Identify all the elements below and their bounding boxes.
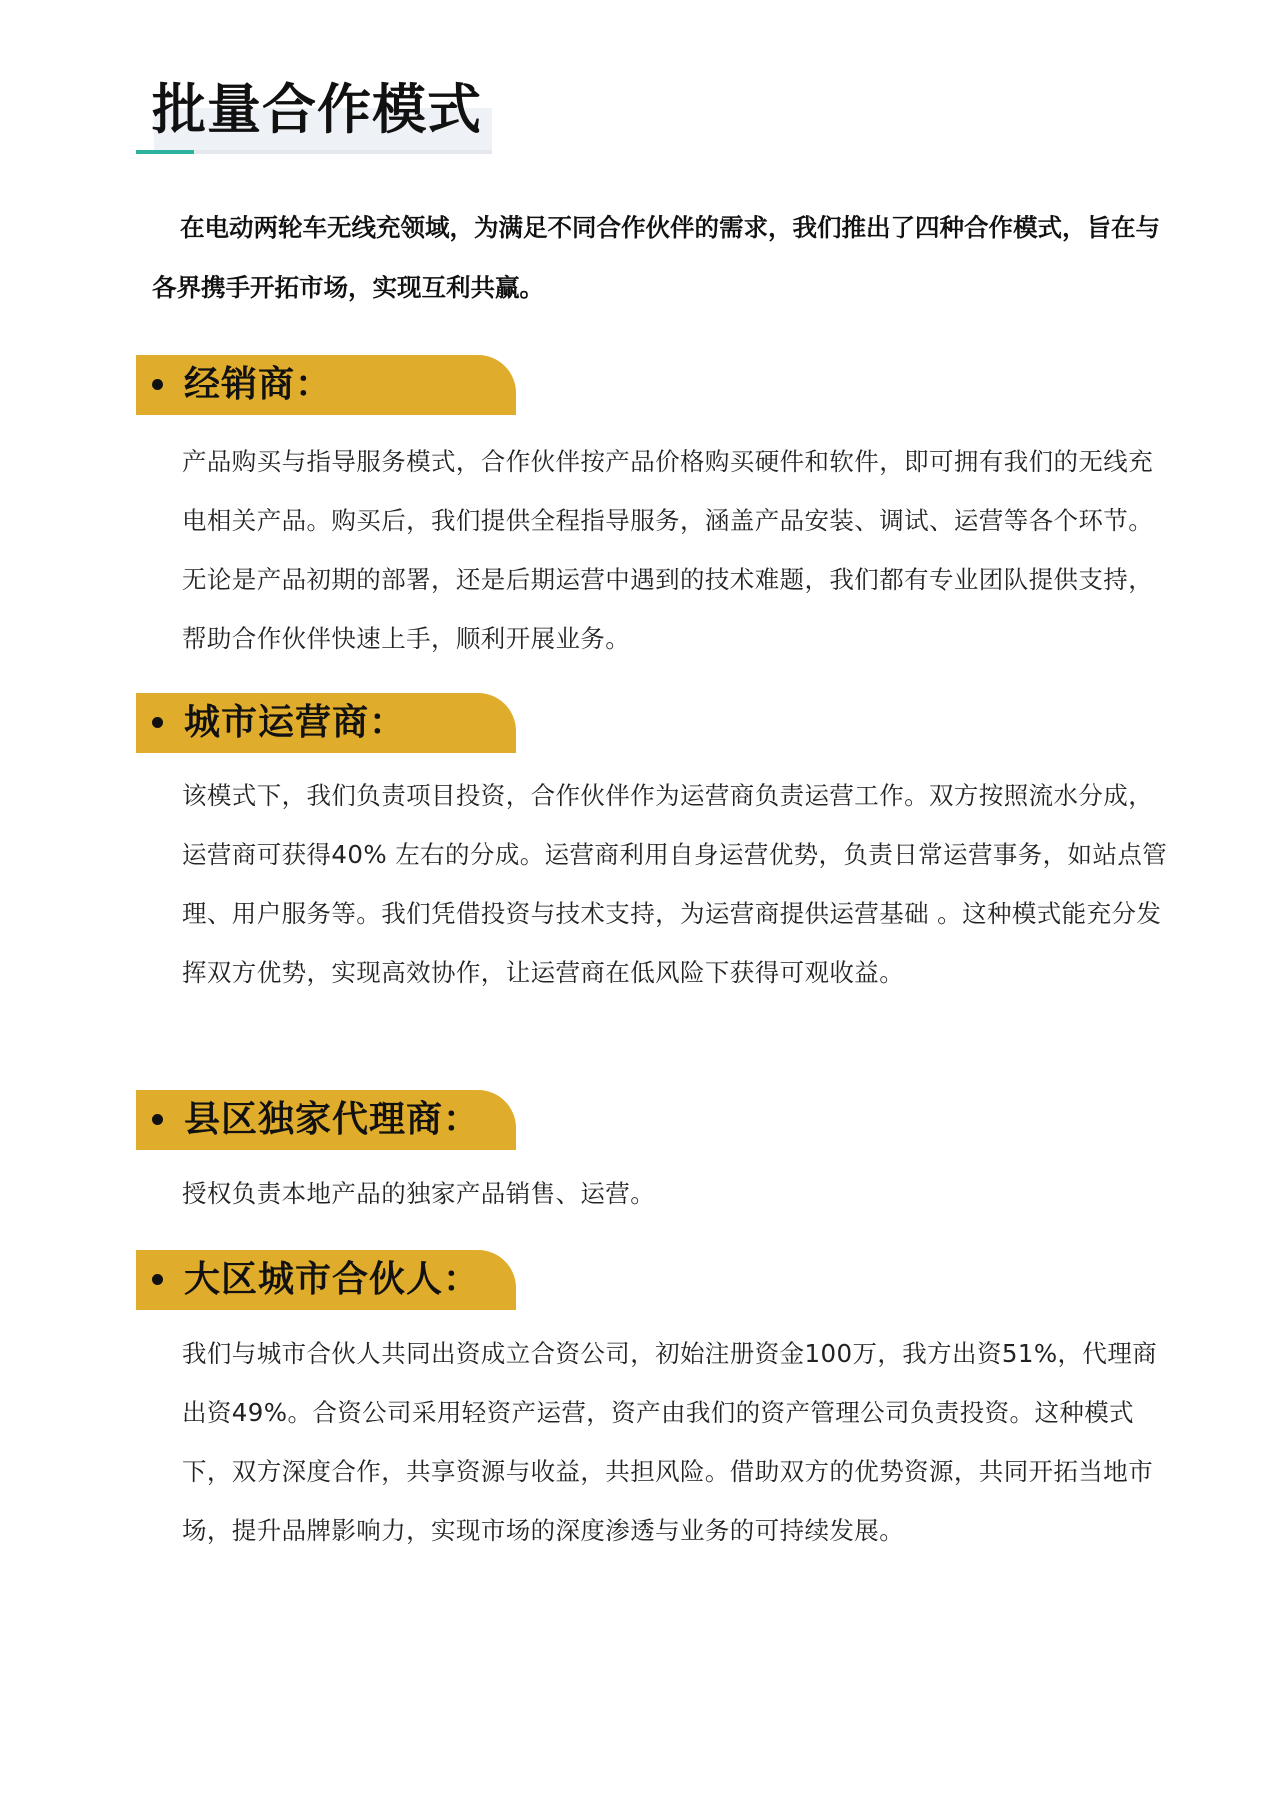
title-underline-accent: [136, 150, 194, 154]
section-header-regional-partner: [136, 1250, 516, 1310]
section-body-distributor: 产品购买与指导服务模式，合作伙伴按产品价格购买硬件和软件，即可拥有我们的无线充电相关产品。购买后，我们提供全程指导服务，涵盖产品安装、调试、运营等各个环节。无论是产品初期的部署，还是后期运营中遇到的技术难题，我们都有专业团队提供支持，帮助合作伙伴快速上手，顺利开展业务。: [182, 447, 1154, 653]
section-body-regional-partner: 我们与城市合伙人共同出资成立合资公司，初始注册资金100万，我方出资51%，代理商出资49%。合资公司采用轻资产运营，资产由我们的资产管理公司负责投资。这种模式下，双方深度合作，共享资源与收益，共担风险。借助双方的优势资源，共同开拓当地市场，提升品牌影响力，实现市场的深度渗透与业务的可持续发展。: [182, 1339, 1158, 1545]
section-title: 经销商：: [184, 364, 333, 405]
section-title: 大区城市合伙人：: [184, 1259, 481, 1300]
bullet-icon: [152, 379, 163, 390]
intro-paragraph: 在电动两轮车无线充领域，为满足不同合作伙伴的需求，我们推出了四种合作模式，旨在与各界携手开拓市场，实现互利共赢。: [152, 213, 1160, 302]
bullet-icon: [152, 1114, 163, 1125]
section-header-city-operator: [136, 693, 516, 753]
section-header-distributor: [136, 355, 516, 415]
bullet-icon: [152, 1274, 163, 1285]
bullet-icon: [152, 717, 163, 728]
section-body-city-operator: 该模式下，我们负责项目投资，合作伙伴作为运营商负责运营工作。双方按照流水分成，运营商可获得40% 左右的分成。运营商利用自身运营优势，负责日常运营事务，如站点管理、用户服务等。我们凭借投资与技术支持，为运营商提供运营基础 。这种模式能充分发挥双方优势，实现高效协作，让运营商在低风险下获得可观收益。: [182, 781, 1168, 987]
page-title-block: [136, 78, 492, 154]
section-title: 城市运营商：: [184, 702, 407, 743]
section-header-county-agent: [136, 1090, 516, 1150]
section-title: 县区独家代理商：: [184, 1099, 481, 1140]
page-title: 批量合作模式: [152, 78, 482, 141]
section-body-county-agent: 授权负责本地产品的独家产品销售、运营。: [182, 1179, 656, 1208]
